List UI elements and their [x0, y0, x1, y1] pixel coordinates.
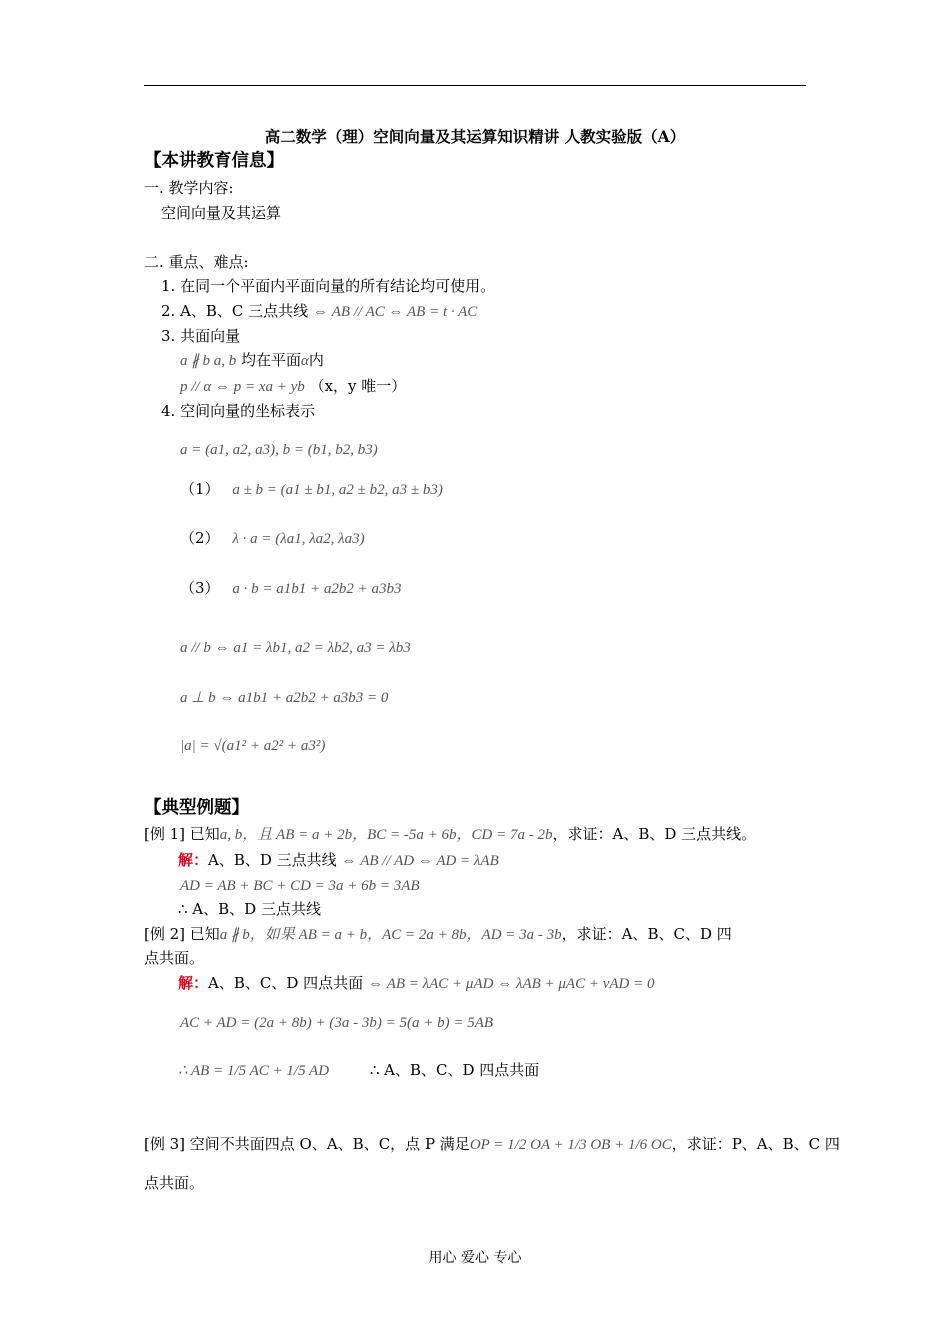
formula-3-label: （3） — [180, 579, 220, 597]
formula-1-label: （1） — [180, 480, 220, 498]
footer-text: 用心 爱心 专心 — [428, 1250, 522, 1266]
point-4: 4. 空间向量的坐标表示 — [161, 402, 316, 420]
coord-formula: a = (a1, a2, a3), b = (b1, b2, b3) — [180, 442, 378, 458]
point-1: 1. 在同一个平面内平面向量的所有结论均可使用。 — [161, 277, 496, 295]
header-rule — [144, 85, 806, 86]
example-2-result-math: ∴ AB = 1/5 AC + 1/5 AD — [178, 1063, 330, 1079]
example-2-solution — [178, 973, 654, 994]
example-1-label: [例 1] 已知 — [144, 825, 220, 843]
example-3-math: OP = 1/2 OA + 1/3 OB + 1/6 OC — [469, 1137, 672, 1153]
example-2-solution-label: 解： — [178, 974, 209, 992]
point-2-text: 2. A、B、C 三点共线 — [161, 302, 309, 320]
example-1-derivation: AD = AB + BC + CD = 3a + 6b = 3AB — [180, 878, 420, 894]
example-3-tail: ，求证：P、A、B、C 四 — [671, 1135, 840, 1153]
example-1-solution-label: 解： — [178, 851, 209, 869]
example-2-tail: ，求证：A、B、C、D 四 — [561, 925, 732, 943]
point-3-text-2: 内 — [308, 351, 324, 369]
example-3 — [144, 1134, 840, 1155]
example-3-label: [例 3] 空间不共面四点 O、A、B、C，点 P 满足 — [144, 1135, 470, 1153]
example-2 — [144, 924, 732, 945]
example-1-math: a, b，且 AB = a + 2b，BC = -5a + 6b，CD = 7a - 2b — [219, 827, 553, 843]
page-title: 高二数学（理）空间向量及其运算知识精讲 人教实验版（A） — [264, 127, 686, 146]
point-3-formula-math: p // α ⇔ p = xa + yb — [180, 379, 305, 395]
example-1-solution-text: A、B、D 三点共线 — [208, 851, 337, 869]
heading-teaching-content: 一. 教学内容: — [144, 179, 234, 197]
example-2-result — [178, 1060, 539, 1081]
point-3-vectors: a ∦ b a, b — [180, 353, 237, 369]
example-2-solution-math: ⇔ AB = λAC + μAD ⇔ λAB + μAC + νAD = 0 — [367, 976, 655, 992]
formula-1 — [180, 479, 443, 500]
example-2-math: a ∦ b，如果 AB = a + b，AC = 2a + 8b，AD = 3a - 3b — [219, 927, 562, 943]
formula-3 — [180, 578, 401, 599]
point-3-alpha: α — [301, 353, 309, 369]
point-3-condition — [180, 350, 324, 371]
example-1-solution — [178, 850, 499, 871]
section-examples-heading: 【典型例题】 — [144, 798, 249, 818]
example-1 — [144, 824, 756, 845]
example-1-tail: ，求证：A、B、D 三点共线。 — [552, 825, 757, 843]
example-1-solution-math: ⇔ AB // AD ⇔ AD = λAB — [341, 853, 499, 869]
point-2-formula: ⇔ AB // AC ⇔ AB = t · AC — [312, 304, 478, 320]
perpendicular-formula: a ⊥ b ⇔ a1b1 + a2b2 + a3b3 = 0 — [180, 690, 389, 706]
point-2 — [161, 301, 477, 322]
section-info-heading: 【本讲教育信息】 — [144, 151, 284, 171]
example-1-conclusion: ∴ A、B、D 三点共线 — [178, 900, 321, 918]
formula-2 — [180, 528, 365, 549]
heading-key-points: 二. 重点、难点: — [144, 253, 249, 271]
point-3-formula — [180, 376, 406, 397]
parallel-formula: a // b ⇔ a1 = λb1, a2 = λb2, a3 = λb3 — [180, 640, 411, 656]
topic-text: 空间向量及其运算 — [161, 204, 282, 222]
norm-formula: |a| = √(a1² + a2² + a3²) — [180, 738, 326, 754]
formula-3-math: a · b = a1b1 + a2b2 + a3b3 — [232, 581, 402, 597]
example-2-solution-text: A、B、C、D 四点共面 — [208, 974, 364, 992]
point-3-formula-note: （x，y 唯一） — [309, 377, 407, 395]
example-3-tail-2: 点共面。 — [144, 1174, 205, 1192]
formula-1-math: a ± b = (a1 ± b1, a2 ± b2, a3 ± b3) — [232, 482, 443, 498]
example-2-tail-2: 点共面。 — [144, 949, 205, 967]
formula-2-math: λ · a = (λa1, λa2, λa3) — [232, 531, 365, 547]
point-3: 3. 共面向量 — [161, 327, 241, 345]
example-2-conclusion: ∴ A、B、C、D 四点共面 — [369, 1061, 540, 1079]
point-3-text-1: 均在平面 — [241, 351, 302, 369]
example-2-label: [例 2] 已知 — [144, 925, 220, 943]
formula-2-label: （2） — [180, 529, 220, 547]
example-2-derivation: AC + AD = (2a + 8b) + (3a - 3b) = 5(a + b) = 5AB — [180, 1015, 494, 1031]
